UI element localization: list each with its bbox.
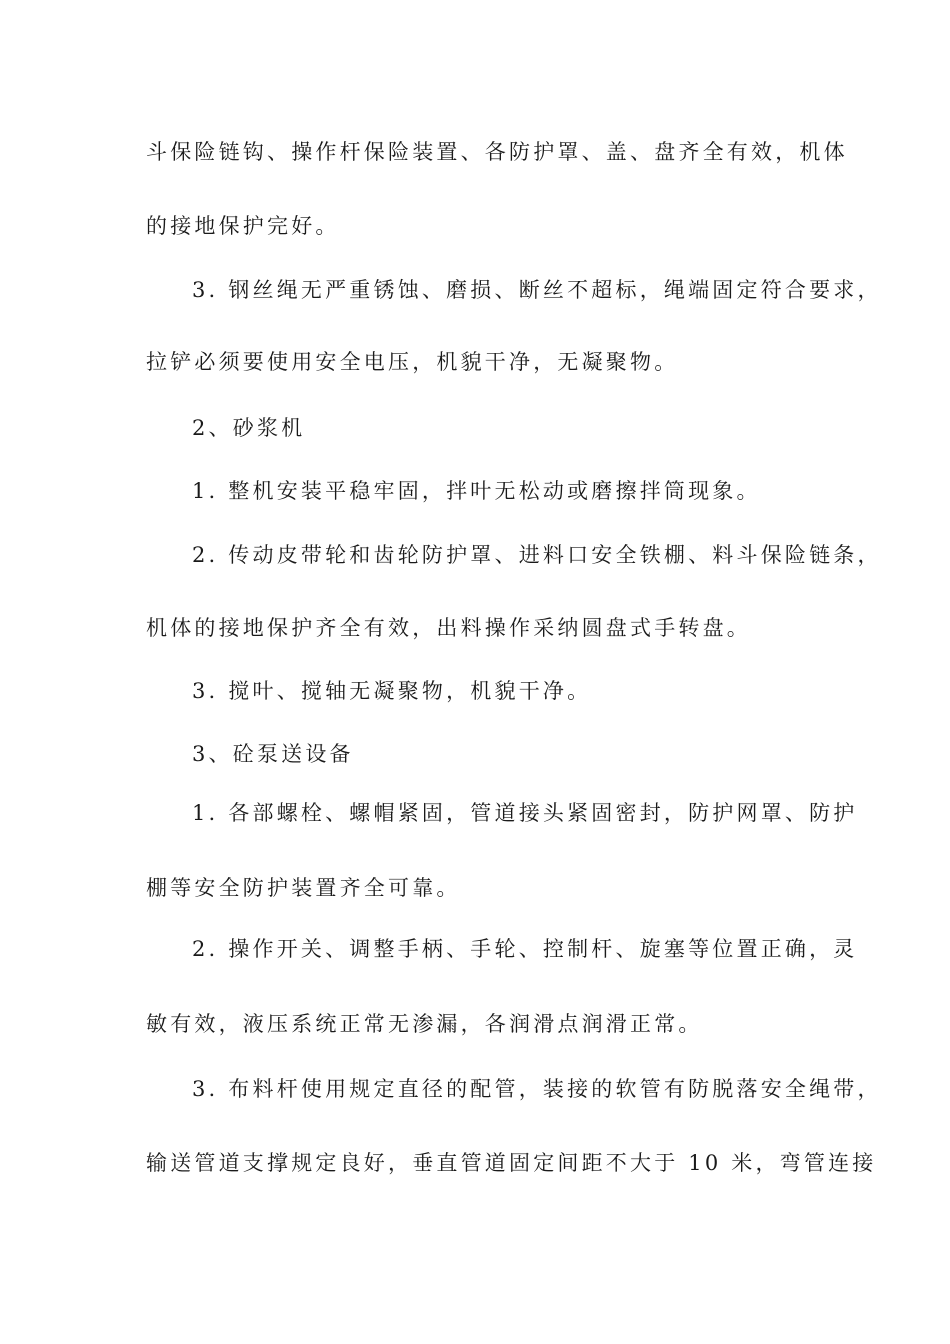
pump-item-3-line-2: 输送管道支撑规定良好，垂直管道固定间距不大于 10 米，弯管连接 — [146, 1151, 877, 1175]
pump-item-1-line-2: 棚等安全防护装置齐全可靠。 — [146, 876, 461, 900]
list-item-2-line-2: 机体的接地保护齐全有效，出料操作采纳圆盘式手转盘。 — [146, 616, 751, 640]
pump-item-2-line-2: 敏有效，液压系统正常无渗漏，各润滑点润滑正常。 — [146, 1012, 703, 1036]
list-item-3-line-1: 3. 钢丝绳无严重锈蚀、磨损、断丝不超标，绳端固定符合要求， — [192, 278, 882, 302]
list-item-3: 3. 搅叶、搅轴无凝聚物，机貌干净。 — [192, 679, 592, 703]
section-heading-concrete-pump: 3、砼泵送设备 — [192, 742, 354, 766]
paragraph-line-2: 的接地保护完好。 — [146, 214, 340, 238]
list-item-3-line-2: 拉铲必须要使用安全电压，机貌干净，无凝聚物。 — [146, 350, 679, 374]
pump-item-3-line-1: 3. 布料杆使用规定直径的配管，装接的软管有防脱落安全绳带， — [192, 1077, 882, 1101]
paragraph-line-1: 斗保险链钩、操作杆保险装置、各防护罩、盖、盘齐全有效，机体 — [146, 140, 848, 164]
pump-item-1-line-1: 1. 各部螺栓、螺帽紧固，管道接头紧固密封，防护网罩、防护 — [192, 801, 858, 825]
section-heading-mortar-mixer: 2、砂浆机 — [192, 416, 306, 440]
list-item-2-line-1: 2. 传动皮带轮和齿轮防护罩、进料口安全铁棚、料斗保险链条， — [192, 543, 882, 567]
pump-item-2-line-1: 2. 操作开关、调整手柄、手轮、控制杆、旋塞等位置正确，灵 — [192, 937, 858, 961]
list-item-1: 1. 整机安装平稳牢固，拌叶无松动或磨擦拌筒现象。 — [192, 479, 761, 503]
